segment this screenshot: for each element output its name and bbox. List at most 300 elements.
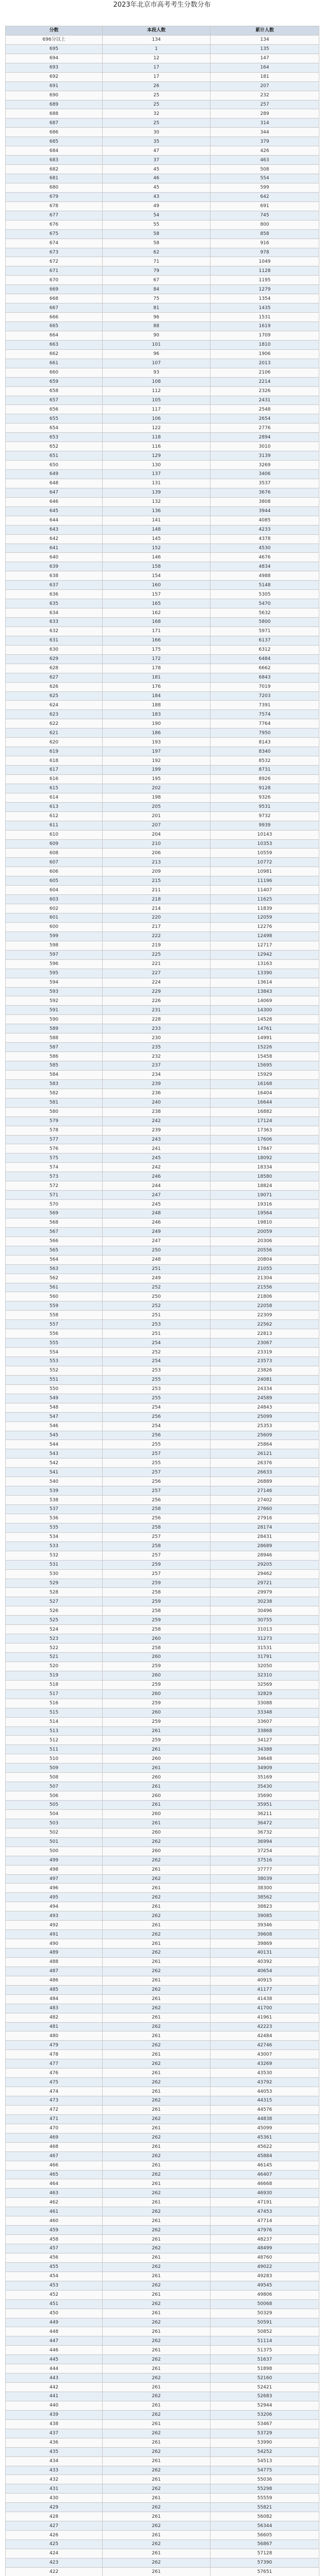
cell-segment-count: 75 — [103, 294, 210, 303]
cell-segment-count: 192 — [103, 756, 210, 766]
cell-segment-count: 262 — [103, 2521, 210, 2531]
table-row — [6, 1828, 319, 1837]
cell-score: 589 — [6, 1024, 103, 1033]
cell-score: 677 — [6, 211, 103, 220]
cell-score: 484 — [6, 1994, 103, 2004]
cell-score: 458 — [6, 2235, 103, 2244]
table-row — [6, 1736, 319, 1745]
table-header-row — [6, 26, 319, 36]
cell-score: 696分以上 — [6, 35, 103, 44]
table-row — [6, 701, 319, 710]
cell-segment-count: 45 — [103, 165, 210, 174]
cell-cumulative-count: 8143 — [210, 738, 319, 747]
cell-cumulative-count: 5148 — [210, 581, 319, 590]
cell-cumulative-count: 20306 — [210, 1236, 319, 1246]
cell-segment-count: 254 — [103, 1421, 210, 1431]
cell-cumulative-count: 40915 — [210, 1976, 319, 1985]
cell-cumulative-count: 22058 — [210, 1301, 319, 1311]
cell-segment-count: 261 — [103, 1884, 210, 1893]
cell-score: 529 — [6, 1579, 103, 1588]
cell-score: 574 — [6, 1163, 103, 1172]
table-row — [6, 867, 319, 876]
cell-segment-count: 101 — [103, 340, 210, 349]
table-row — [6, 1874, 319, 1884]
cell-cumulative-count: 40654 — [210, 1967, 319, 1976]
cell-cumulative-count: 26121 — [210, 1449, 319, 1459]
table-row — [6, 368, 319, 377]
cell-segment-count: 256 — [103, 1477, 210, 1486]
cell-segment-count: 262 — [103, 2151, 210, 2161]
cell-score: 601 — [6, 913, 103, 923]
cell-score: 559 — [6, 1301, 103, 1311]
cell-segment-count: 261 — [103, 2087, 210, 2096]
cell-segment-count: 90 — [103, 331, 210, 340]
table-row — [6, 534, 319, 544]
table-row — [6, 331, 319, 340]
cell-segment-count: 256 — [103, 1514, 210, 1523]
cell-segment-count: 255 — [103, 1394, 210, 1403]
cell-segment-count: 258 — [103, 1588, 210, 1597]
cell-cumulative-count: 13843 — [210, 987, 319, 996]
cell-cumulative-count: 33348 — [210, 1708, 319, 1717]
cell-score: 664 — [6, 331, 103, 340]
cell-segment-count: 261 — [103, 1902, 210, 1911]
cell-segment-count: 157 — [103, 590, 210, 599]
table-row — [6, 1653, 319, 1662]
cell-score: 473 — [6, 2096, 103, 2106]
cell-segment-count: 211 — [103, 886, 210, 895]
cell-score: 444 — [6, 2364, 103, 2374]
cell-cumulative-count: 51637 — [210, 2355, 319, 2364]
cell-score: 575 — [6, 1154, 103, 1163]
cell-cumulative-count: 379 — [210, 137, 319, 146]
cell-segment-count: 248 — [103, 1255, 210, 1264]
cell-segment-count: 43 — [103, 192, 210, 201]
cell-segment-count: 246 — [103, 1172, 210, 1181]
cell-segment-count: 262 — [103, 2318, 210, 2327]
table-row — [6, 1967, 319, 1976]
cell-cumulative-count: 31013 — [210, 1625, 319, 1634]
cell-cumulative-count: 28689 — [210, 1541, 319, 1551]
table-row — [6, 1754, 319, 1764]
cell-score: 536 — [6, 1514, 103, 1523]
cell-cumulative-count: 36211 — [210, 1809, 319, 1819]
table-row — [6, 691, 319, 701]
cell-cumulative-count: 23573 — [210, 1357, 319, 1366]
cell-cumulative-count: 8532 — [210, 756, 319, 766]
cell-cumulative-count: 33088 — [210, 1699, 319, 1708]
cell-cumulative-count: 20804 — [210, 1255, 319, 1264]
table-row — [6, 2142, 319, 2151]
cell-score: 615 — [6, 784, 103, 793]
cell-segment-count: 17 — [103, 63, 210, 72]
table-row — [6, 682, 319, 691]
table-row — [6, 414, 319, 423]
table-row — [6, 525, 319, 534]
cell-cumulative-count: 54513 — [210, 2456, 319, 2466]
cell-score: 428 — [6, 2512, 103, 2521]
cell-cumulative-count: 48237 — [210, 2235, 319, 2244]
cell-score: 483 — [6, 2004, 103, 2013]
cell-cumulative-count: 35690 — [210, 1791, 319, 1801]
table-row — [6, 1024, 319, 1033]
cell-score: 489 — [6, 1948, 103, 1958]
table-row — [6, 165, 319, 174]
cell-cumulative-count: 45884 — [210, 2151, 319, 2161]
cell-score: 507 — [6, 1782, 103, 1791]
cell-cumulative-count: 11407 — [210, 886, 319, 895]
cell-score: 539 — [6, 1486, 103, 1496]
table-row — [6, 774, 319, 784]
cell-cumulative-count: 19564 — [210, 1209, 319, 1218]
cell-segment-count: 261 — [103, 2161, 210, 2170]
table-row — [6, 1588, 319, 1597]
table-row — [6, 1837, 319, 1846]
cell-cumulative-count: 16404 — [210, 1089, 319, 1098]
table-row — [6, 2299, 319, 2309]
cell-score: 461 — [6, 2207, 103, 2216]
cell-cumulative-count: 15695 — [210, 1061, 319, 1071]
cell-score: 595 — [6, 969, 103, 978]
table-row — [6, 2374, 319, 2383]
cell-score: 564 — [6, 1255, 103, 1264]
cell-segment-count: 258 — [103, 1523, 210, 1532]
cell-cumulative-count: 26889 — [210, 1477, 319, 1486]
cell-score: 585 — [6, 1061, 103, 1071]
cell-segment-count: 261 — [103, 2309, 210, 2318]
cell-segment-count: 252 — [103, 1301, 210, 1311]
cell-score: 517 — [6, 1689, 103, 1699]
cell-segment-count: 240 — [103, 1098, 210, 1107]
table-row — [6, 904, 319, 913]
cell-segment-count: 93 — [103, 368, 210, 377]
cell-cumulative-count: 23826 — [210, 1366, 319, 1375]
table-row — [6, 969, 319, 978]
cell-cumulative-count: 29205 — [210, 1560, 319, 1569]
table-row — [6, 340, 319, 349]
table-row — [6, 1301, 319, 1311]
cell-segment-count: 199 — [103, 766, 210, 775]
cell-score: 508 — [6, 1773, 103, 1782]
cell-segment-count: 25 — [103, 100, 210, 109]
table-row — [6, 1468, 319, 1477]
cell-score: 623 — [6, 710, 103, 719]
cell-score: 453 — [6, 2281, 103, 2290]
table-row — [6, 2419, 319, 2429]
table-body — [6, 26, 319, 2576]
cell-cumulative-count: 7203 — [210, 691, 319, 701]
cell-score: 429 — [6, 2503, 103, 2512]
cell-score: 448 — [6, 2327, 103, 2336]
table-row — [6, 2013, 319, 2022]
cell-cumulative-count: 31791 — [210, 1653, 319, 1662]
cell-cumulative-count: 257 — [210, 100, 319, 109]
table-row — [6, 1985, 319, 1994]
cell-cumulative-count: 45099 — [210, 2124, 319, 2133]
cell-segment-count: 261 — [103, 1939, 210, 1948]
cell-cumulative-count: 11196 — [210, 876, 319, 886]
table-row — [6, 2272, 319, 2281]
cell-score: 582 — [6, 1089, 103, 1098]
cell-score: 485 — [6, 1985, 103, 1994]
cell-segment-count: 261 — [103, 2567, 210, 2576]
cell-score: 634 — [6, 608, 103, 618]
table-row — [6, 2355, 319, 2364]
cell-cumulative-count: 9128 — [210, 784, 319, 793]
cell-cumulative-count: 55821 — [210, 2503, 319, 2512]
cell-score: 667 — [6, 303, 103, 313]
table-row — [6, 1006, 319, 1015]
table-row — [6, 1311, 319, 1320]
cell-segment-count: 261 — [103, 1865, 210, 1874]
cell-segment-count: 262 — [103, 1874, 210, 1884]
cell-cumulative-count: 43269 — [210, 2059, 319, 2069]
table-row — [6, 1089, 319, 1098]
table-row — [6, 1218, 319, 1227]
table-row — [6, 1680, 319, 1689]
cell-cumulative-count: 22562 — [210, 1320, 319, 1329]
table-row — [6, 257, 319, 266]
cell-cumulative-count: 19071 — [210, 1191, 319, 1200]
cell-segment-count: 262 — [103, 2041, 210, 2050]
table-row — [6, 886, 319, 895]
cell-segment-count: 116 — [103, 442, 210, 451]
cell-score: 436 — [6, 2438, 103, 2447]
cell-cumulative-count: 13390 — [210, 969, 319, 978]
cell-score: 524 — [6, 1625, 103, 1634]
cell-cumulative-count: 508 — [210, 165, 319, 174]
cell-score: 655 — [6, 414, 103, 423]
cell-score: 510 — [6, 1754, 103, 1764]
cell-segment-count: 213 — [103, 858, 210, 867]
cell-cumulative-count: 27916 — [210, 1514, 319, 1523]
cell-segment-count: 251 — [103, 1264, 210, 1274]
cell-segment-count: 260 — [103, 1828, 210, 1837]
cell-segment-count: 254 — [103, 1357, 210, 1366]
cell-score: 432 — [6, 2475, 103, 2484]
cell-score: 526 — [6, 1606, 103, 1616]
table-row — [6, 2170, 319, 2179]
table-row — [6, 2069, 319, 2078]
cell-score: 515 — [6, 1708, 103, 1717]
cell-cumulative-count: 32050 — [210, 1662, 319, 1671]
cell-cumulative-count: 14761 — [210, 1024, 319, 1033]
cell-cumulative-count: 9939 — [210, 821, 319, 830]
cell-score: 628 — [6, 664, 103, 673]
cell-cumulative-count: 30496 — [210, 1606, 319, 1616]
cell-cumulative-count: 34909 — [210, 1764, 319, 1773]
table-row — [6, 2456, 319, 2466]
cell-segment-count: 260 — [103, 1653, 210, 1662]
table-row — [6, 2226, 319, 2235]
cell-cumulative-count: 26633 — [210, 1468, 319, 1477]
table-row — [6, 1052, 319, 1061]
cell-score: 658 — [6, 386, 103, 396]
cell-score: 570 — [6, 1200, 103, 1209]
cell-cumulative-count: 50329 — [210, 2309, 319, 2318]
cell-cumulative-count: 18580 — [210, 1172, 319, 1181]
cell-score: 657 — [6, 396, 103, 405]
table-row — [6, 2281, 319, 2290]
cell-cumulative-count: 56867 — [210, 2540, 319, 2549]
table-row — [6, 1116, 319, 1126]
table-row — [6, 1107, 319, 1116]
score-distribution-table — [5, 26, 319, 2576]
cell-cumulative-count: 1906 — [210, 349, 319, 359]
cell-score: 551 — [6, 1375, 103, 1384]
cell-segment-count: 190 — [103, 719, 210, 728]
cell-segment-count: 117 — [103, 405, 210, 414]
cell-score: 604 — [6, 886, 103, 895]
table-row — [6, 1745, 319, 1754]
table-row — [6, 756, 319, 766]
cell-cumulative-count: 8731 — [210, 766, 319, 775]
cell-segment-count: 181 — [103, 673, 210, 682]
table-row — [6, 1246, 319, 1255]
cell-segment-count: 134 — [103, 35, 210, 44]
cell-score: 451 — [6, 2299, 103, 2309]
cell-segment-count: 254 — [103, 1338, 210, 1348]
cell-score: 606 — [6, 867, 103, 876]
table-row — [6, 1634, 319, 1643]
cell-segment-count: 233 — [103, 1024, 210, 1033]
cell-score: 579 — [6, 1116, 103, 1126]
cell-cumulative-count: 57651 — [210, 2567, 319, 2576]
cell-cumulative-count: 6312 — [210, 645, 319, 654]
table-row — [6, 1643, 319, 1653]
cell-cumulative-count: 53467 — [210, 2419, 319, 2429]
cell-cumulative-count: 745 — [210, 211, 319, 220]
cell-segment-count: 262 — [103, 2078, 210, 2087]
cell-cumulative-count: 3808 — [210, 497, 319, 506]
cell-cumulative-count: 6484 — [210, 654, 319, 664]
cell-score: 554 — [6, 1348, 103, 1357]
cell-cumulative-count: 25353 — [210, 1421, 319, 1431]
cell-segment-count: 251 — [103, 1329, 210, 1338]
cell-cumulative-count: 858 — [210, 229, 319, 239]
cell-cumulative-count: 49283 — [210, 2272, 319, 2281]
cell-cumulative-count: 28431 — [210, 1532, 319, 1541]
table-row — [6, 2531, 319, 2540]
cell-score: 613 — [6, 802, 103, 811]
cell-cumulative-count: 800 — [210, 220, 319, 229]
cell-score: 538 — [6, 1496, 103, 1505]
cell-segment-count: 258 — [103, 1643, 210, 1653]
cell-segment-count: 259 — [103, 1699, 210, 1708]
cell-segment-count: 261 — [103, 1745, 210, 1754]
table-row — [6, 1994, 319, 2004]
cell-segment-count: 222 — [103, 931, 210, 941]
cell-cumulative-count: 3944 — [210, 506, 319, 516]
cell-score: 474 — [6, 2087, 103, 2096]
cell-segment-count: 261 — [103, 1726, 210, 1736]
cell-score: 548 — [6, 1403, 103, 1412]
cell-segment-count: 254 — [103, 1403, 210, 1412]
cell-segment-count: 234 — [103, 1070, 210, 1079]
cell-score: 632 — [6, 626, 103, 636]
cell-cumulative-count: 164 — [210, 63, 319, 72]
cell-cumulative-count: 41177 — [210, 1985, 319, 1994]
cell-cumulative-count: 13614 — [210, 978, 319, 987]
cell-cumulative-count: 2013 — [210, 359, 319, 368]
table-row — [6, 2022, 319, 2031]
cell-score: 454 — [6, 2272, 103, 2281]
cell-cumulative-count: 19810 — [210, 1218, 319, 1227]
table-row — [6, 996, 319, 1006]
cell-score: 506 — [6, 1791, 103, 1801]
cell-segment-count: 262 — [103, 2281, 210, 2290]
table-row — [6, 978, 319, 987]
cell-score: 661 — [6, 359, 103, 368]
cell-score: 503 — [6, 1819, 103, 1828]
cell-cumulative-count: 24843 — [210, 1403, 319, 1412]
cell-segment-count: 49 — [103, 201, 210, 211]
cell-cumulative-count: 39608 — [210, 1930, 319, 1939]
cell-cumulative-count: 16168 — [210, 1079, 319, 1089]
cell-score: 472 — [6, 2105, 103, 2114]
cell-cumulative-count: 14069 — [210, 996, 319, 1006]
cell-segment-count: 130 — [103, 461, 210, 470]
table-row — [6, 2151, 319, 2161]
cell-segment-count: 252 — [103, 1283, 210, 1292]
table-row — [6, 294, 319, 303]
table-row — [6, 1532, 319, 1541]
table-row — [6, 2041, 319, 2050]
table-row — [6, 1061, 319, 1071]
cell-segment-count: 241 — [103, 1144, 210, 1154]
table-row — [6, 63, 319, 72]
cell-cumulative-count: 47714 — [210, 2216, 319, 2226]
table-row — [6, 895, 319, 904]
cell-segment-count: 262 — [103, 2503, 210, 2512]
cell-score: 527 — [6, 1597, 103, 1606]
cell-cumulative-count: 21304 — [210, 1274, 319, 1283]
cell-score: 643 — [6, 525, 103, 534]
table-row — [6, 1569, 319, 1579]
table-row — [6, 2244, 319, 2253]
table-row — [6, 2059, 319, 2069]
cell-score: 612 — [6, 811, 103, 821]
cell-score: 537 — [6, 1505, 103, 1514]
cell-segment-count: 247 — [103, 1236, 210, 1246]
cell-cumulative-count: 52944 — [210, 2401, 319, 2410]
cell-segment-count: 262 — [103, 2466, 210, 2475]
cell-score: 541 — [6, 1468, 103, 1477]
cell-segment-count: 242 — [103, 1163, 210, 1172]
cell-segment-count: 81 — [103, 303, 210, 313]
table-row — [6, 728, 319, 738]
cell-score: 686 — [6, 128, 103, 137]
cell-cumulative-count: 16882 — [210, 1107, 319, 1116]
cell-segment-count: 260 — [103, 1671, 210, 1680]
cell-segment-count: 262 — [103, 1856, 210, 1865]
table-row — [6, 2549, 319, 2558]
cell-cumulative-count: 2431 — [210, 396, 319, 405]
cell-cumulative-count: 24334 — [210, 1384, 319, 1394]
cell-cumulative-count: 314 — [210, 118, 319, 128]
cell-segment-count: 244 — [103, 1181, 210, 1191]
cell-segment-count: 256 — [103, 1412, 210, 1421]
cell-segment-count: 260 — [103, 1809, 210, 1819]
cell-segment-count: 262 — [103, 2540, 210, 2549]
cell-cumulative-count: 5632 — [210, 608, 319, 618]
cell-cumulative-count: 34648 — [210, 1754, 319, 1764]
cell-score: 620 — [6, 738, 103, 747]
cell-score: 640 — [6, 553, 103, 562]
cell-segment-count: 262 — [103, 2133, 210, 2142]
cell-score: 445 — [6, 2355, 103, 2364]
cell-score: 439 — [6, 2410, 103, 2419]
